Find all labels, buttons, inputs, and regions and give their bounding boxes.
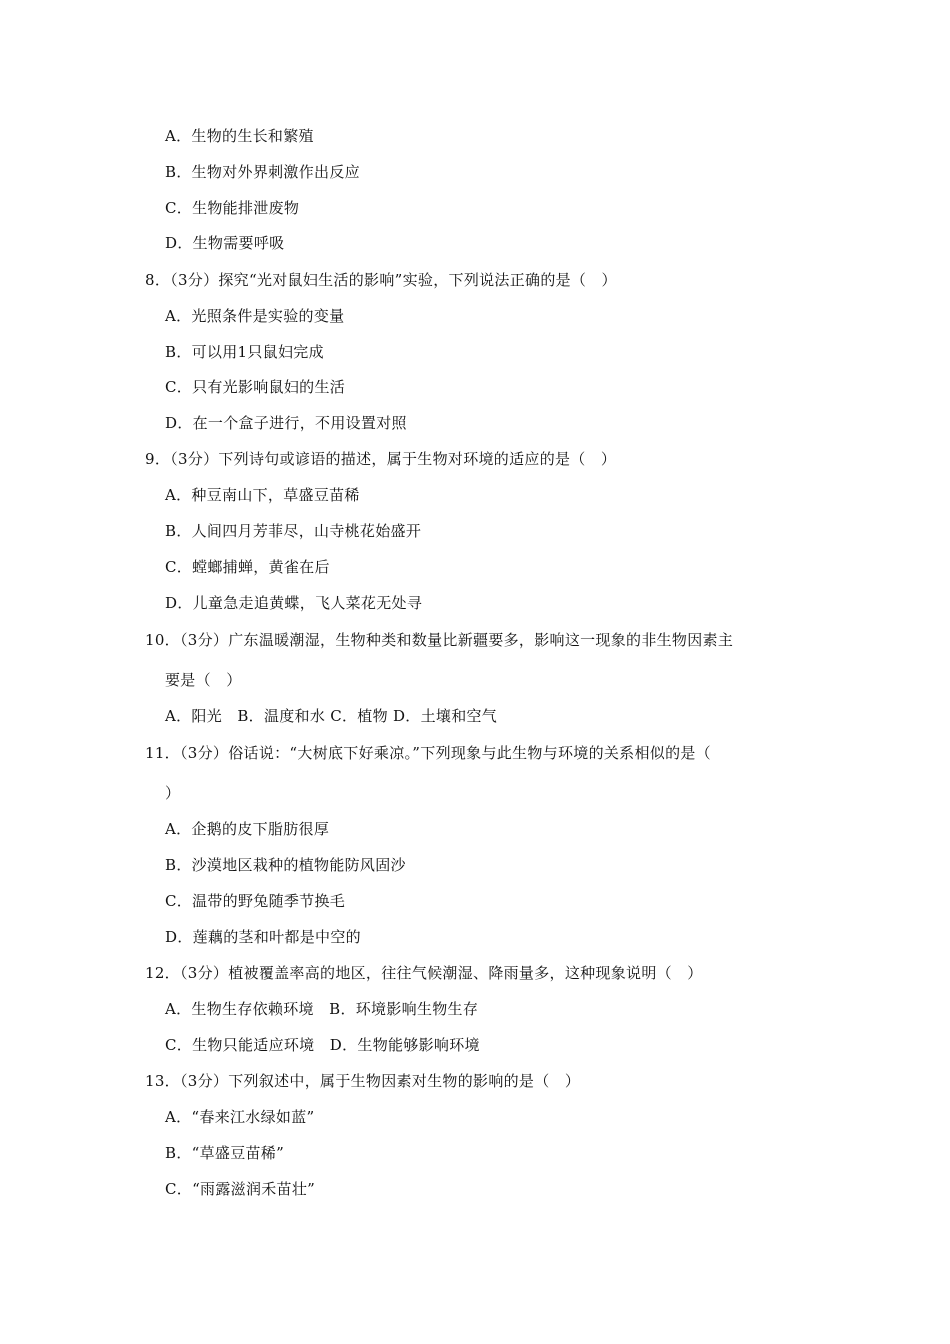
q11-option-c: C．温带的野兔随季节换毛: [165, 892, 346, 910]
q12-options-line1: A．生物生存依赖环境 B．环境影响生物生存: [165, 1000, 479, 1018]
q11-option-d: D．莲藕的茎和叶都是中空的: [165, 928, 361, 946]
q8-option-b: B．可以用1只鼠妇完成: [165, 343, 324, 361]
q7-option-a: A．生物的生长和繁殖: [165, 127, 314, 145]
q12-options-line2: C．生物只能适应环境 D．生物能够影响环境: [165, 1036, 480, 1054]
q7-option-d: D．生物需要呼吸: [165, 234, 285, 252]
q11-stem-line2: ）: [165, 784, 181, 802]
q10-stem-line1: 10．（3分）广东温暖潮湿，生物种类和数量比新疆要多，影响这一现象的非生物因素主: [145, 631, 734, 649]
q7-option-c: C．生物能排泄废物: [165, 199, 300, 217]
q12-stem: 12．（3分）植被覆盖率高的地区，往往气候潮湿、降雨量多，这种现象说明（ ）: [145, 964, 703, 982]
q11-stem-line1: 11．（3分）俗话说：“大树底下好乘凉。”下列现象与此生物与环境的关系相似的是（: [145, 744, 711, 762]
q10-options: A．阳光 B．温度和水 C．植物 D．土壤和空气: [165, 707, 498, 725]
q8-option-a: A．光照条件是实验的变量: [165, 307, 345, 325]
q9-option-b: B．人间四月芳菲尽，山寺桃花始盛开: [165, 522, 422, 540]
q13-option-a: A．“春来江水绿如蓝”: [165, 1108, 315, 1126]
q13-option-b: B．“草盛豆苗稀”: [165, 1144, 285, 1162]
q8-option-c: C．只有光影响鼠妇的生活: [165, 378, 346, 396]
q13-option-c: C．“雨露滋润禾苗壮”: [165, 1180, 316, 1198]
q10-stem-line2: 要是（ ）: [165, 671, 242, 689]
q11-option-a: A．企鹅的皮下脂肪很厚: [165, 820, 330, 838]
q11-option-b: B．沙漠地区栽种的植物能防风固沙: [165, 856, 406, 874]
q9-stem: 9．（3分）下列诗句或谚语的描述，属于生物对环境的适应的是（ ）: [145, 450, 617, 468]
q8-stem: 8．（3分）探究“光对鼠妇生活的影响”实验，下列说法正确的是（ ）: [145, 271, 617, 289]
q13-stem: 13．（3分）下列叙述中，属于生物因素对生物的影响的是（ ）: [145, 1072, 581, 1090]
q7-option-b: B．生物对外界刺激作出反应: [165, 163, 360, 181]
q9-option-d: D．儿童急走追黄蝶，飞人菜花无处寻: [165, 594, 423, 612]
q9-option-a: A．种豆南山下，草盛豆苗稀: [165, 486, 360, 504]
q9-option-c: C．螳螂捕蝉，黄雀在后: [165, 558, 330, 576]
q8-option-d: D．在一个盒子进行，不用设置对照: [165, 414, 407, 432]
